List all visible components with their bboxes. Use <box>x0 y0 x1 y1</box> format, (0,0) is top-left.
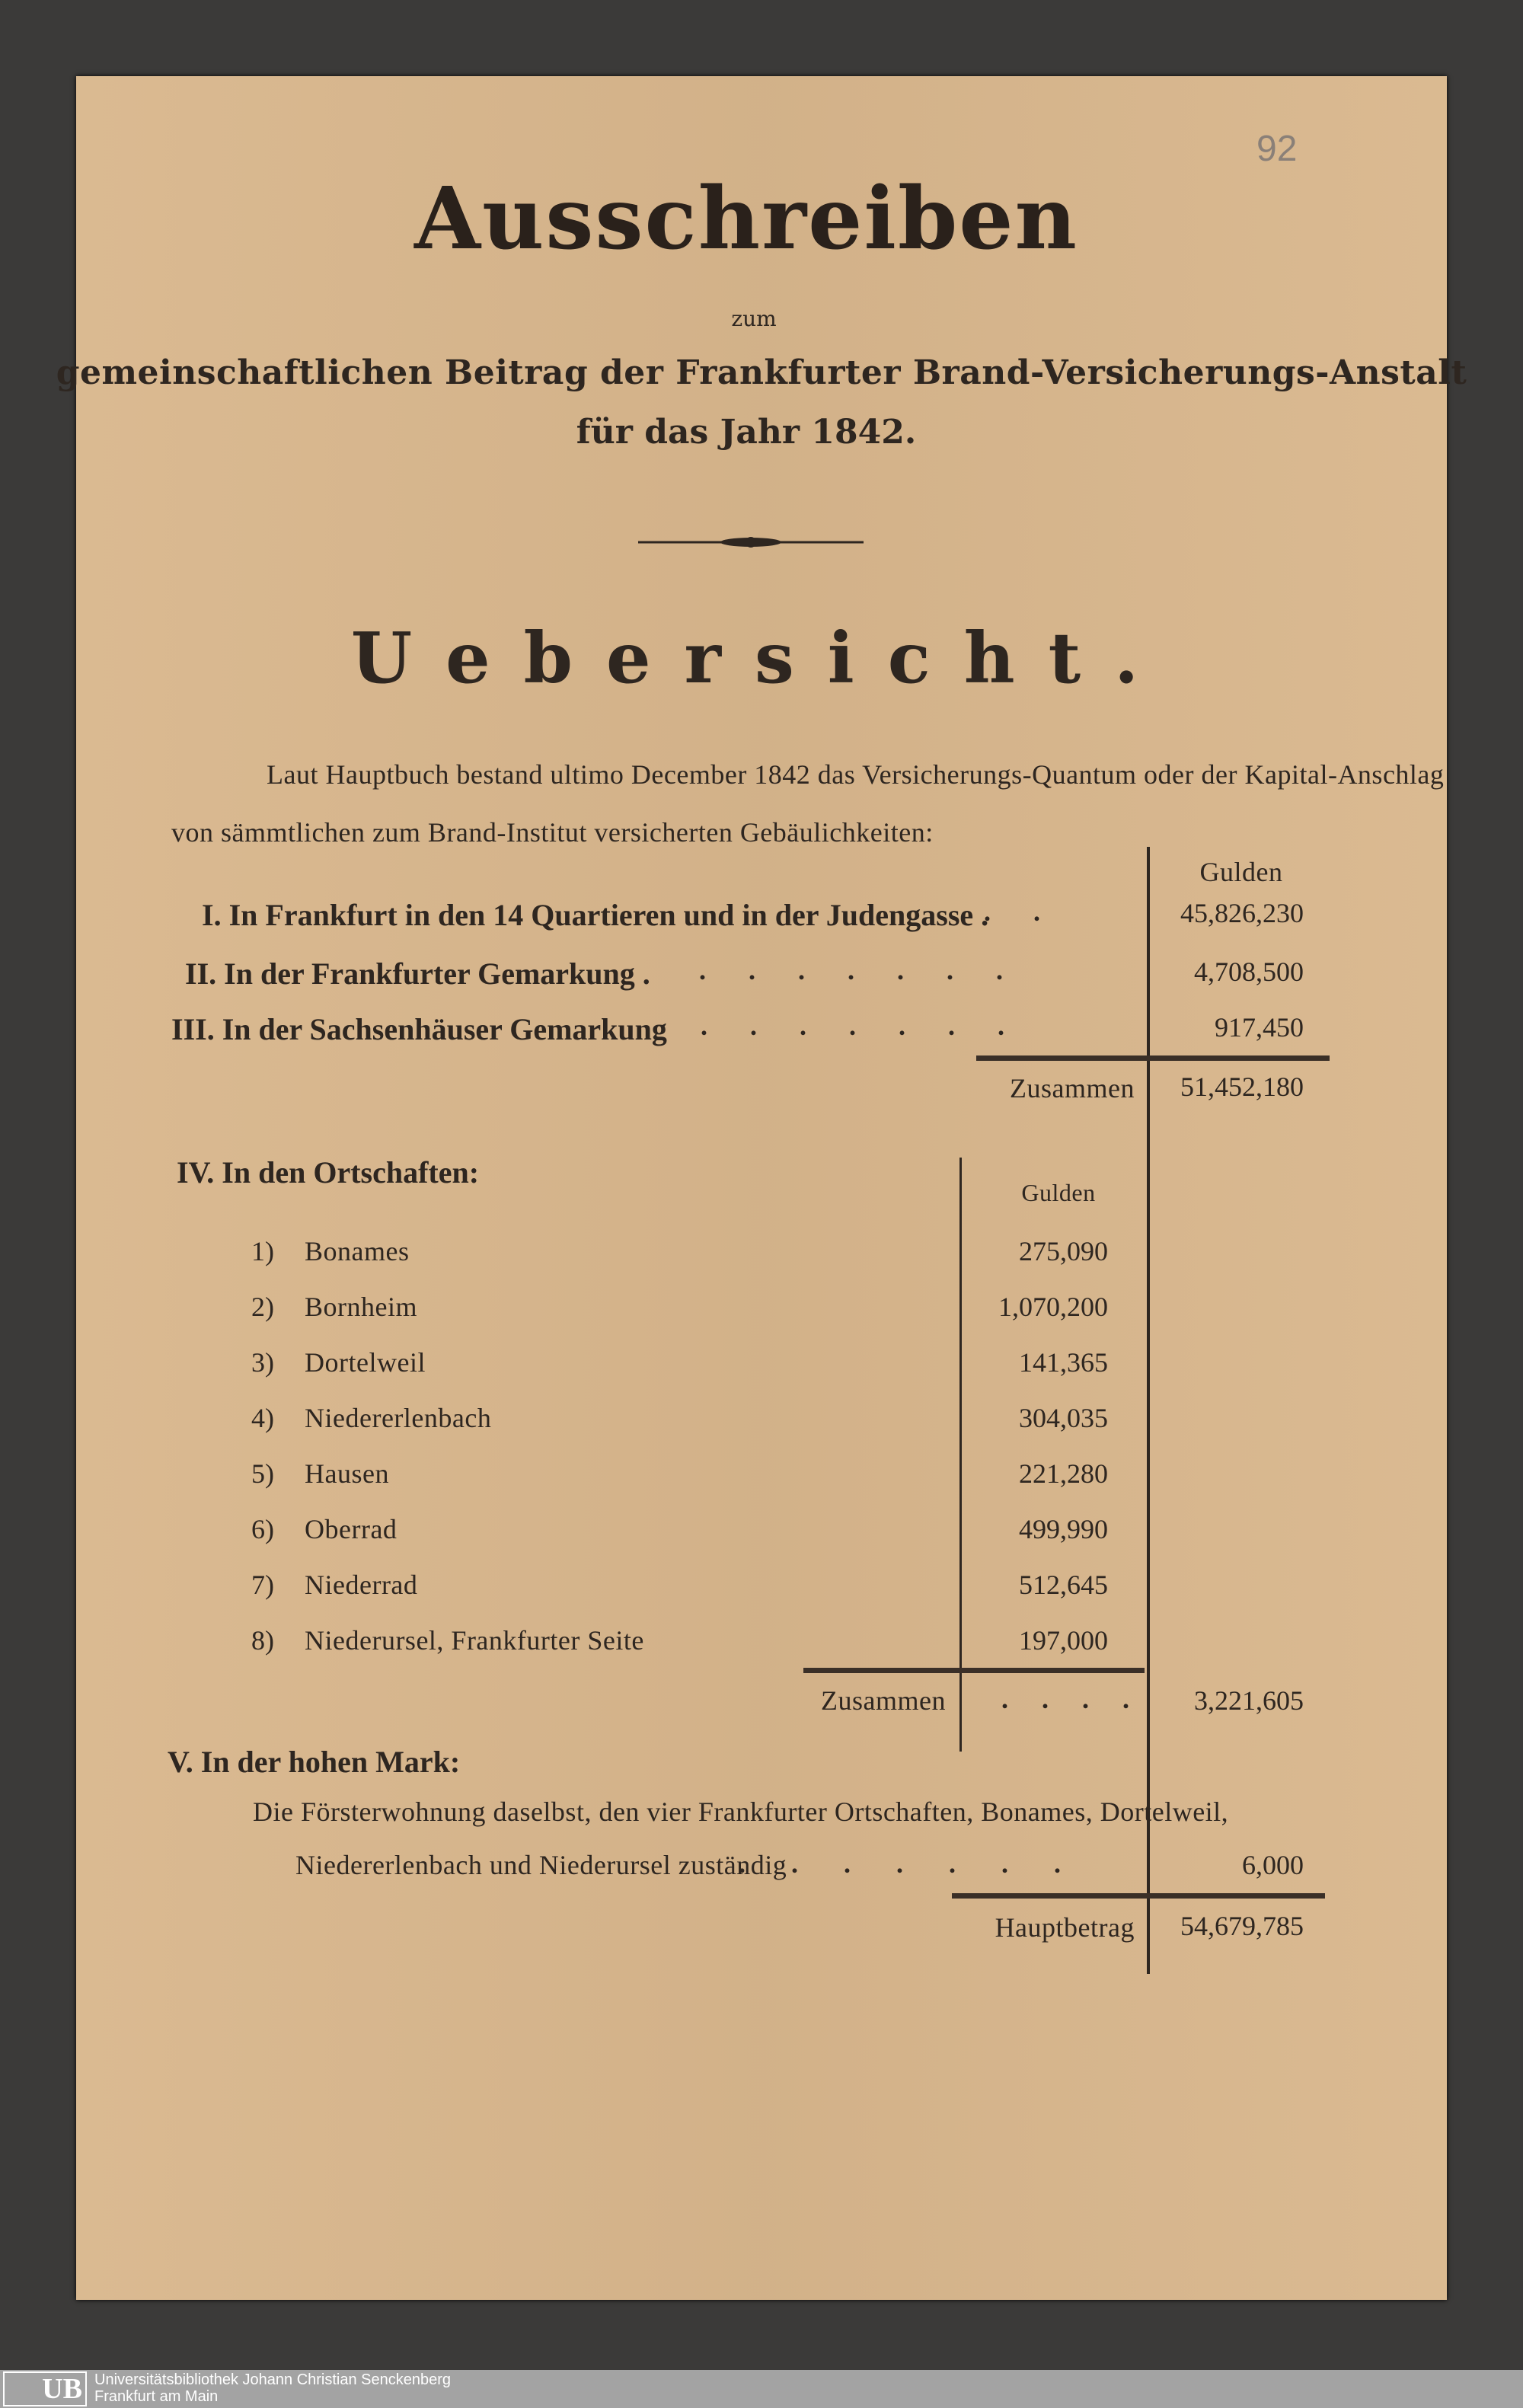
grand-total-value: 54,679,785 <box>1180 1911 1304 1941</box>
row-value: 45,826,230 <box>1180 898 1304 928</box>
ortschaft-number: 1) <box>251 1236 274 1266</box>
ortschaft-value: 499,990 <box>1019 1514 1108 1544</box>
leader-dots: ....... <box>699 955 1046 985</box>
row-label: II. In der Frankfurter Gemarkung . <box>185 956 650 991</box>
ortschaft-value: 141,365 <box>1019 1347 1108 1378</box>
section-v-value: 6,000 <box>1242 1850 1304 1880</box>
ub-logo: UB <box>3 2371 87 2406</box>
ortschaft-value: 275,090 <box>1019 1236 1108 1266</box>
sum-rule <box>976 1055 1330 1061</box>
ortschaft-name: Hausen <box>305 1458 389 1489</box>
row-label: I. In Frankfurt in den 14 Quartieren und in der Judengasse . <box>202 898 989 932</box>
ortschaft-name: Dortelweil <box>305 1347 426 1378</box>
row-label: III. In der Sachsenhäuser Gemarkung <box>171 1012 667 1046</box>
ortschaft-value: 512,645 <box>1019 1570 1108 1600</box>
grand-total-label: Hauptbetrag <box>995 1912 1135 1943</box>
page-number-mark: 92 <box>1256 129 1298 169</box>
row-value: 4,708,500 <box>1194 956 1304 987</box>
ortschaft-number: 6) <box>251 1514 274 1544</box>
ortschaft-number: 5) <box>251 1458 274 1489</box>
ortschaft-value: 197,000 <box>1019 1625 1108 1656</box>
sum-rule <box>803 1668 1145 1673</box>
currency-header: Gulden <box>1199 857 1283 887</box>
ortschaft-name: Bornheim <box>305 1292 417 1322</box>
overview-heading: Uebersicht. <box>350 617 1173 699</box>
section-iv-total-value: 3,221,605 <box>1194 1685 1304 1716</box>
ornament-divider <box>638 533 864 551</box>
ortschaft-name: Niederrad <box>305 1570 418 1600</box>
ortschaft-number: 3) <box>251 1347 274 1378</box>
ortschaft-number: 4) <box>251 1403 274 1433</box>
intro-line-1: Laut Hauptbuch bestand ultimo December 1842 das Versicherungs-Quantum oder der Kapital-Anschlag <box>267 759 1445 790</box>
ortschaft-value: 304,035 <box>1019 1403 1108 1433</box>
ortschaft-number: 7) <box>251 1570 274 1600</box>
subtotal-value: 51,452,180 <box>1180 1071 1304 1102</box>
section-iv-currency: Gulden <box>1021 1179 1096 1206</box>
ortschaft-name: Niedererlenbach <box>305 1403 492 1433</box>
ortschaft-value: 1,070,200 <box>998 1292 1108 1322</box>
sub-column-divider <box>959 1158 962 1752</box>
library-footer <box>0 2370 1523 2408</box>
leader-dots: ....... <box>739 1848 1106 1879</box>
ortschaft-name: Oberrad <box>305 1514 398 1544</box>
footer-library-name: Universitätsbibliothek Johann Christian Senckenberg <box>94 2371 452 2388</box>
intro-line-2: von sämmtlichen zum Brand-Institut versicherten Gebäulichkeiten: <box>171 817 934 848</box>
row-value: 917,450 <box>1215 1012 1304 1043</box>
footer-location: Frankfurt am Main <box>94 2388 219 2405</box>
ortschaft-name: Bonames <box>305 1236 410 1266</box>
document-title: Ausschreiben <box>414 169 1078 269</box>
sum-rule <box>952 1893 1325 1899</box>
ortschaft-value: 221,280 <box>1019 1458 1108 1489</box>
subtotal-label: Zusammen <box>1010 1073 1135 1103</box>
subtitle: gemeinschaftlichen Beitrag der Frankfurter Brand-Versicherungs-Anstalt <box>56 353 1467 392</box>
ortschaft-number: 8) <box>251 1625 274 1656</box>
leader-dots: ....... <box>701 1011 1047 1041</box>
section-v-line-1: Die Försterwohnung daselbst, den vier Frankfurter Ortschaften, Bonames, Dortelweil, <box>253 1796 1229 1827</box>
section-v-heading: V. In der hohen Mark: <box>168 1745 461 1779</box>
section-v-line-2: Niedererlenbach und Niederursel zuständig <box>295 1850 787 1880</box>
year-line: für das Jahr 1842. <box>576 413 917 452</box>
zum-text: zum <box>731 306 777 331</box>
ortschaft-name: Niederursel, Frankfurter Seite <box>305 1625 644 1656</box>
section-iv-total-label: Zusammen <box>821 1685 946 1716</box>
ortschaft-number: 2) <box>251 1292 274 1322</box>
section-iv-heading: IV. In den Ortschaften: <box>177 1155 480 1190</box>
leader-dots: .. <box>984 896 1083 927</box>
leader-dots: .... <box>1001 1684 1163 1714</box>
